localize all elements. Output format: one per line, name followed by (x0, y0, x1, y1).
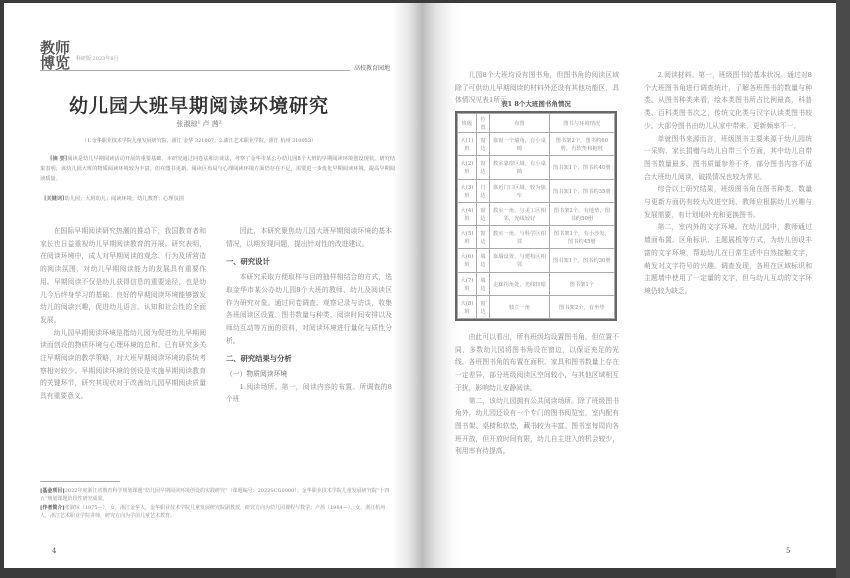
table-cell: 大(8)班 (458, 295, 477, 318)
table-cell: 窗边 (476, 295, 489, 318)
paragraph: 本研究采取方便取样与目的抽样相结合的方式，选取金华市某公办幼儿园8个大班的教师、幼儿及阅读区作为研究对象。通过问卷调查、观察记录与访谈，收集各班阅读区设置、图书数量与种类、阅读时间安排以及师幼互动等方面的资料，对阅读环境进行量化与质性分析。 (226, 273, 392, 345)
right-column-1 (455, 331, 619, 531)
table-caption: 表1 8个大班图书角情况 (501, 100, 571, 108)
paragraph: 幼儿园早期阅读环境是指幼儿园为促进幼儿早期阅读而创设的物质环境与心理环境的总和。已有研究多关注早期阅读的教学策略，对大班早期阅读环境的系统考察相对较少。早期阅读环境的创设是实施早期阅读教育的关键环节，研究其现状对于改善幼儿园早期阅读质量具有重要意义。 (40, 328, 206, 401)
paragraph: 由此可以看出，所有班级均设置图书角，但位置不同，多数幼儿园将图书角设在窗边，以保证充足的光线。各班图书角的布置在面积、家具和图书数量上存在一定差异，部分班级阅读区空间较小，与其他区域相互干扰，影响幼儿安静阅读。 (455, 333, 619, 392)
table-cell: 大(6)班 (458, 249, 477, 272)
right-page (422, 3, 836, 568)
table-row (458, 272, 615, 295)
table-cell: 大(4)班 (458, 202, 477, 225)
logo-subtitle: 科研版 2023年8月 (76, 56, 119, 62)
keywords-label: [关键词] (44, 196, 65, 202)
paragraph: 2.阅读材料。第一，班级图书的基本状况。通过对8个大班图书角进行调查统计，了解各班图书的数量与种类。从图书种类来看，绘本类图书所占比例最高，科普类、百科类图书次之，传统文化类与汉字认读类图书较少。大部分图书由幼儿从家中带来，更新频率不一。 (644, 71, 812, 130)
table-cell: 门边 (476, 179, 489, 202)
fund-text: 2022年度浙江省教育科学规划课题“幼儿园早期阅读环境创设的实践研究”（课题编号：2022SCG0000）；金华职业技术学院儿童发展研究院“十四五”规划课题阶段性研究成果。 (40, 488, 390, 503)
abstract-text: 阅读是幼儿早期阅读活动开展的重要基础，本研究通过问卷法和访谈法，考察了金华市某公办幼儿园8个大班的早期阅读环境创设现状。研究结果表明，该幼儿园大班的物质阅读环境较为丰富，但在图书更新、阅读区布局与心理阅读环境方面仍存在不足，需要进一步优化早期阅读环境，提高早期阅读质量。 (40, 156, 395, 182)
footnote-rule (40, 481, 120, 482)
table-cell: 独立一角 (490, 295, 549, 318)
article-title: 幼儿园大班早期阅读环境研究 (68, 95, 329, 117)
paragraph: 第二，室内外的文字环境。在幼儿园中，教师通过墙面布置、区角标识、主题展板等方式，为幼儿创设丰富的文字环境，帮助幼儿在日常生活中自然接触文字，萌发对文字符号的兴趣。调查发现，各班在区域标识和主题墙中使用了一定量的文字，但与幼儿互动的文字环境仍较为缺乏。 (644, 223, 812, 295)
table-row (458, 156, 615, 179)
table-cell: 大(3)班 (458, 179, 477, 202)
table-cell: 大(1)班 (458, 133, 477, 156)
table-cell: 图书架1个，图书约40册 (549, 156, 614, 179)
left-column-2 (226, 225, 392, 475)
right-column-2 (644, 69, 812, 531)
page-number: 5 (786, 547, 791, 555)
table-cell: 教室一角，与美工区相邻，光线较好 (490, 202, 549, 225)
table-cell: 走廊拐角处，光线较暗 (490, 272, 549, 295)
table-cell: 图书架2个，有地垫，图书约50册 (549, 202, 614, 225)
table-cell: 大(2)班 (458, 156, 477, 179)
left-column-1 (40, 225, 206, 475)
page-number: 4 (52, 547, 57, 555)
table-cell: 大(5)班 (458, 226, 477, 249)
table-cell: 靠墙设置，与建构区相邻 (490, 249, 549, 272)
paragraph: 1.阅读场所。第一，阅读内容的布置。所调查的8个班 (226, 382, 392, 404)
table-cell: 教室一角，与科学区相邻 (490, 226, 549, 249)
table-cell: 大(7)班 (458, 272, 477, 295)
abstract-label: [摘 要] (50, 156, 68, 162)
section-name: 高校教育园地 (354, 65, 391, 72)
table-cell: 墙边 (476, 249, 489, 272)
table-cell: 教室靠窗区域，有小桌椅 (490, 156, 549, 179)
table-cell: 靠窗一个墙角，有小桌椅 (490, 133, 549, 156)
keywords-text: 幼儿园；大班幼儿；阅读环境；幼儿教育；心理氛围 (64, 196, 184, 202)
table-row (458, 226, 615, 249)
paragraph: 儿园8个大班均设有图书角，但图书角的阅读区域除了可供幼儿早期阅读的材料外还设有其他功能区，具体情况见表1所示。 (455, 71, 619, 105)
authors: 张淑琼¹ 卢 茜² (176, 120, 222, 128)
section-heading: 二、研究结果与分析 (226, 354, 292, 364)
table-header-cell: 班级 (458, 114, 477, 133)
author-label: [作者简介] (40, 504, 65, 511)
left-page (4, 3, 422, 568)
table-row (458, 133, 615, 156)
magazine-logo: 教师博览 (40, 39, 71, 72)
table-cell: 图书架1个，图书约35册 (549, 179, 614, 202)
footnotes (40, 487, 395, 520)
table-header-cell: 位置 (476, 114, 489, 133)
table-cell: 靠近门口区域，较为狭窄 (490, 179, 549, 202)
table-cell: 墙边 (476, 272, 489, 295)
paragraph: 因此，本研究聚焦幼儿园大班早期阅读环境的基本情况，以期发现问题，提出针对性的改进建议。 (226, 227, 392, 248)
header-rule (40, 70, 350, 71)
abstract (40, 154, 395, 184)
table-header-cell: 图书与环境情况 (549, 114, 614, 133)
section-heading: 一、研究设计 (226, 257, 270, 267)
table-cell: 窗边 (476, 202, 489, 225)
paragraph: 在国际早期阅读研究热潮的推动下，我国教育者和家长也日益重视幼儿早期阅读教育的开展。研究表明，在阅读环境中，成人对早期阅读的观念、行为及所营造的阅读氛围，对幼儿早期阅读能力的发展具有重要作用。早期阅读不仅是幼儿获得信息的重要途径，也是幼儿今后终身学习的基础。良好的早期阅读环境能够激发幼儿的阅读兴趣，促进幼儿语言、认知和社会性的全面发展。 (40, 227, 206, 324)
table-cell: 图书架2个，图书约60册，有软垫和抱枕 (549, 133, 614, 156)
background-edge (836, 0, 850, 578)
table-cell: 窗边 (476, 133, 489, 156)
affiliation: （1.金华职业技术学院儿童发展研究院，浙江 金华 321007；2.浙江艺术职业学院，浙江 杭州 310053） (81, 138, 317, 144)
paragraph: 单就图书来源而言，班级图书主要来源于幼儿园统一采购、家长捐赠与幼儿自带三个方面，其中幼儿自带图书数量最多，图书质量参差不齐，部分图书内容不适合大班幼儿阅读，破损情况也较为常见。 (644, 134, 812, 181)
bookcorner-table (455, 111, 617, 321)
paragraph: 综合以上研究结果，班级图书角在图书种类、数量与更新方面仍有较大改进空间，教师应根据幼儿兴趣与发展需要，有计划地补充和更换图书。 (644, 185, 812, 219)
table-cell: 图书架1个 (549, 272, 614, 295)
subsection-heading: （一）物质阅读环境 (226, 370, 288, 379)
author-note (40, 504, 395, 521)
table-header-cell: 布置 (490, 114, 549, 133)
table-cell: 窗边 (476, 156, 489, 179)
paragraph: 第二，该幼儿园拥有公共阅读场所。除了班级图书角外，幼儿园还设有一个专门的图书阅览室，室内配有图书架、桌椅和软垫，藏书较为丰富。图书室每周向各班开放，但开放时间有限，幼儿自主进入的机会较少，利用率有待提高。 (455, 396, 619, 456)
fund-note (40, 487, 395, 504)
table-header-row (458, 114, 615, 133)
fund-label: [基金项目] (40, 488, 65, 494)
table-row (458, 202, 615, 225)
table-cell: 图书架2个，有坐垫 (549, 295, 614, 318)
table-cell: 图书架1个，图书约30册 (549, 249, 614, 272)
table-row (458, 249, 615, 272)
keywords (44, 195, 184, 202)
author-text: 张淑琼（1975—），女，浙江金华人，金华职业技术学院儿童发展研究院副教授，研究方向为幼儿园课程与教学；卢茜（1984—），女，浙江杭州人，浙江艺术职业学院讲师，研究方向为学前儿童艺术教育。 (40, 504, 386, 519)
table-cell: 图书架1个，有小沙发，图书约45册 (549, 226, 614, 249)
table-row (458, 295, 615, 318)
table-row (458, 179, 615, 202)
table-cell: 窗边 (476, 226, 489, 249)
